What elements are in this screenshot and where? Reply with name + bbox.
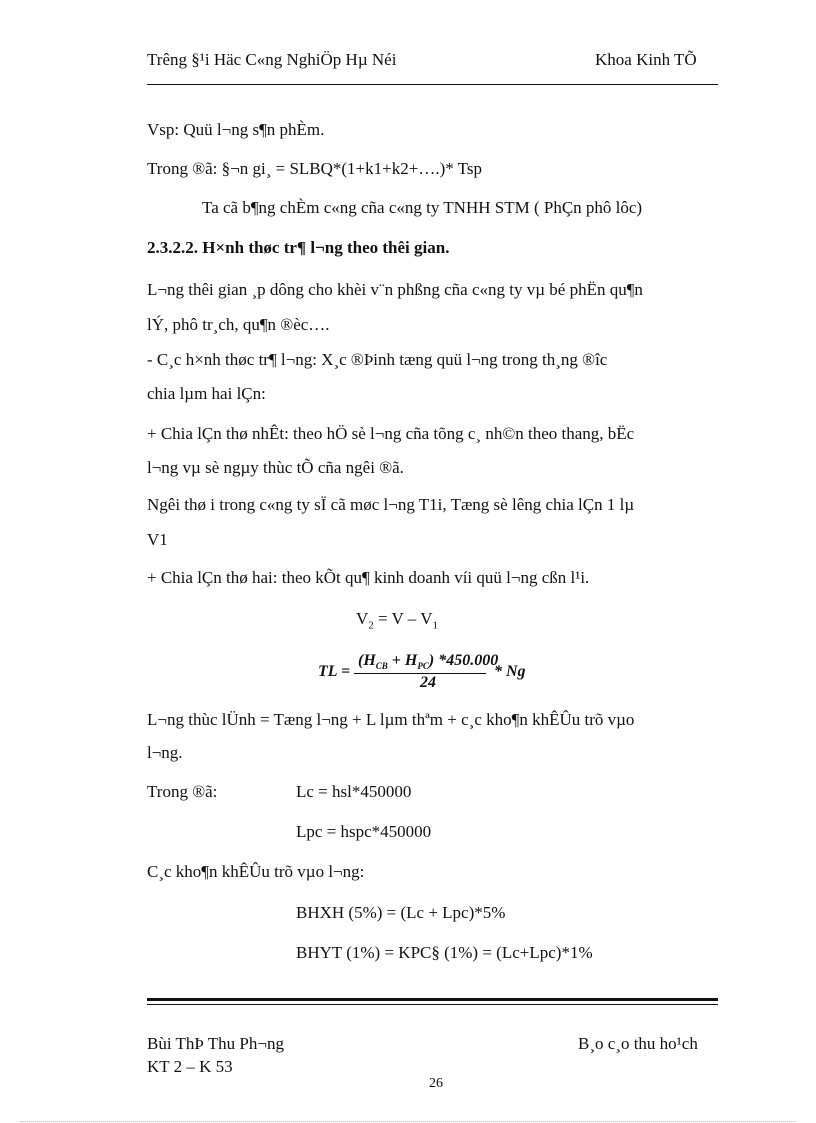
header-right: Khoa Kinh TÕ xyxy=(595,50,697,69)
equation-tl xyxy=(318,652,576,692)
section-heading: 2.3.2.2. H×nh thøc tr¶ l¬ng theo thêi gian. xyxy=(147,238,450,257)
paragraph-hinh-thuc-2: chia lµm hai lÇn: xyxy=(147,384,266,403)
numerator-open: (H xyxy=(358,652,376,669)
paragraph-luong-thuc-linh-1: L¬ng thùc lÜnh = Tæng l¬ng + L lµm thªm + c¸c kho¶n khÊÛu trõ vµo xyxy=(147,710,635,729)
paragraph-lan-thu-hai: + Chia lÇn thø hai: theo kÕt qu¶ kinh doanh víi quü l¬ng cßn l¹i. xyxy=(147,568,590,587)
numerator-sub-pc: PC xyxy=(417,661,429,672)
paragraph-nguoi-thu-i-2: V1 xyxy=(147,530,168,549)
equation-v2-lhs: V xyxy=(356,609,369,628)
equation-v2 xyxy=(356,609,438,635)
paragraph-lan-thu-nhat-1: + Chia lÇn thø nhÊt: theo hÖ sè l¬ng cña tõng c¸ nh©n theo thang, bËc xyxy=(147,424,635,443)
footer-class: KT 2 – K 53 xyxy=(147,1057,233,1076)
equation-tl-denominator: 24 xyxy=(420,674,436,691)
equation-bhxh: BHXH (5%) = (Lc + Lpc)*5% xyxy=(296,903,506,922)
footer-report-title: B¸o c¸o thu ho¹ch xyxy=(578,1034,698,1053)
paragraph-cac-khoan: C¸c kho¶n khÊÛu trõ vµo l¬ng: xyxy=(147,862,365,881)
equation-lpc: Lpc = hspc*450000 xyxy=(296,822,432,841)
page-bottom-border xyxy=(20,1121,796,1122)
paragraph-trong-do: Trong ®ã: §¬n gi¸ = SLBQ*(1+k1+k2+….)* Tsp xyxy=(147,159,482,178)
equation-v2-rhs-sub: 1 xyxy=(432,619,439,632)
equation-bhyt: BHYT (1%) = KPC§ (1%) = (Lc+Lpc)*1% xyxy=(296,943,593,962)
footer-rule-thick xyxy=(147,998,718,1001)
page-number: 26 xyxy=(429,1076,443,1091)
header-left: Trêng §¹i Häc C«ng NghiÖp Hµ Néi xyxy=(147,50,397,69)
numerator-plus: + H xyxy=(387,652,418,669)
equation-tl-lhs: TL = xyxy=(318,663,351,680)
equation-v2-mid: = V – V xyxy=(373,609,433,628)
paragraph-hinh-thuc-1: - C¸c h×nh thøc tr¶ l¬ng: X¸c ®Þinh tæng quü l¬ng trong th¸ng ®îc xyxy=(147,350,608,369)
header-rule xyxy=(147,84,718,85)
paragraph-nguoi-thu-i-1: Ngêi thø i trong c«ng ty sÏ cã møc l¬ng T1i, Tæng sè lêng chia lÇn 1 lµ xyxy=(147,495,635,514)
paragraph-luong-thoi-gian-1: L¬ng thêi gian ¸p dông cho khèi v¨n phßng cña c«ng ty vµ bé phËn qu¶n xyxy=(147,280,643,299)
footer-author: Bùi ThÞ Thu Ph¬ng xyxy=(147,1034,284,1053)
numerator-close: ) *450.000 xyxy=(428,652,499,669)
paragraph-vsp: Vsp: Quü l¬ng s¶n phÈm. xyxy=(147,120,325,139)
label-trong-do: Trong ®ã: xyxy=(147,782,218,801)
paragraph-luong-thuc-linh-2: l¬ng. xyxy=(147,743,183,762)
paragraph-luong-thoi-gian-2: lÝ, phô tr¸ch, qu¶n ®èc…. xyxy=(147,315,330,334)
equation-tl-rhs: * Ng xyxy=(494,663,526,680)
paragraph-lan-thu-nhat-2: l¬ng vµ sè ngµy thùc tÕ cña ngêi ®ã. xyxy=(147,458,404,477)
numerator-sub-cb: CB xyxy=(375,661,388,672)
paragraph-bang-cham-cong: Ta cã b¶ng chÈm c«ng cña c«ng ty TNHH STM ( PhÇn phô lôc) xyxy=(202,198,643,217)
equation-tl-numerator xyxy=(358,652,498,671)
footer-rule-thin xyxy=(147,1004,718,1005)
equation-v2-lhs-sub: 2 xyxy=(368,619,374,632)
equation-lc: Lc = hsl*450000 xyxy=(296,782,412,801)
